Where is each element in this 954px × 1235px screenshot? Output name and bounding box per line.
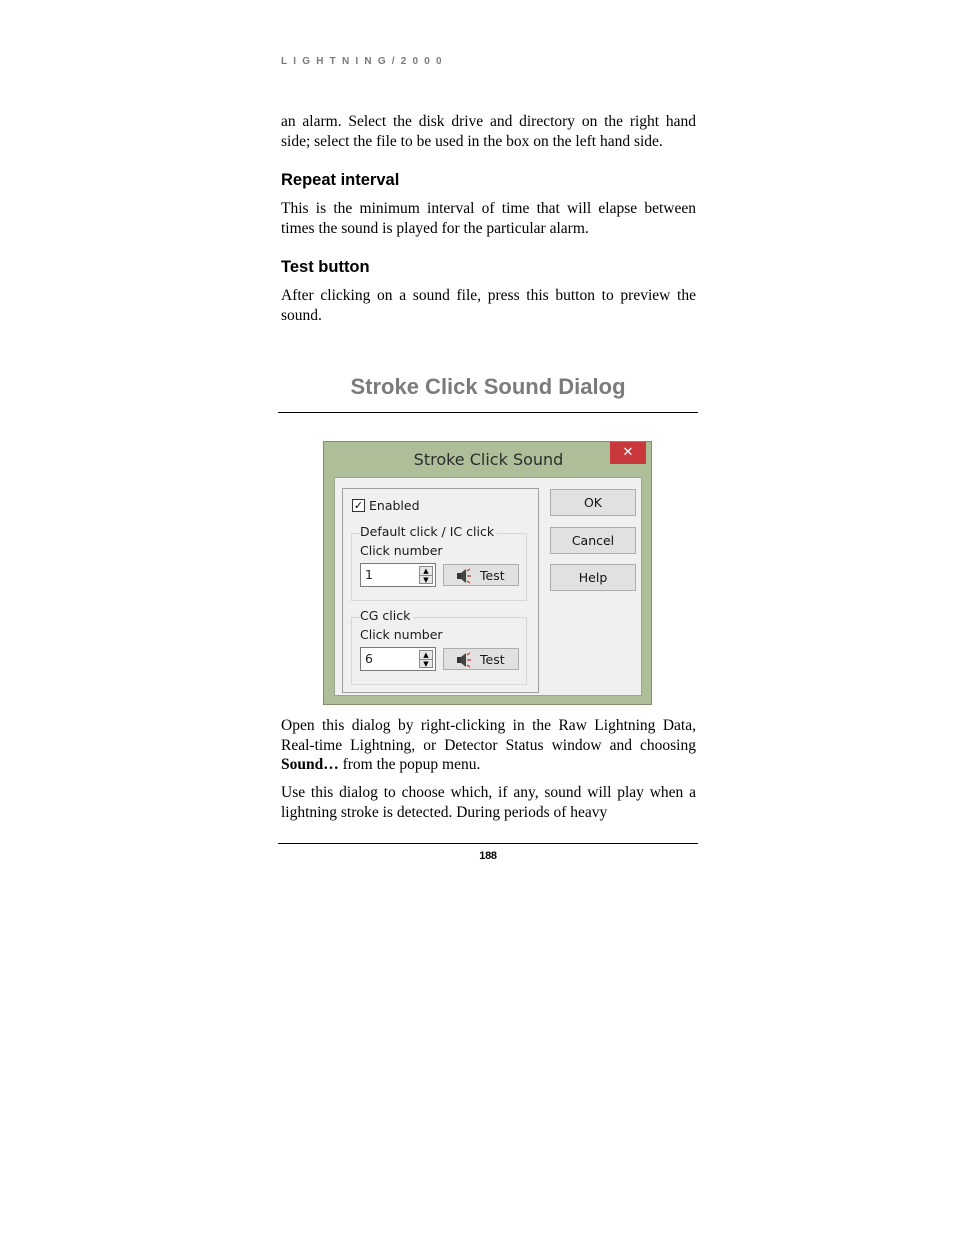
cg-click-number-value: 6 [365, 651, 373, 666]
cg-click-number-label: Click number [360, 627, 443, 642]
default-click-group-label: Default click / IC click [360, 524, 497, 539]
cg-test-label: Test [480, 652, 505, 667]
enabled-label: Enabled [369, 498, 420, 513]
footer-rule [278, 843, 698, 844]
dialog-client-area [334, 477, 642, 696]
dialog-title: Stroke Click Sound [413, 450, 564, 469]
spin-up-icon[interactable]: ▲ [423, 567, 429, 575]
cg-click-group-label: CG click [360, 608, 413, 623]
close-button[interactable] [610, 442, 646, 464]
use-dialog-paragraph: Use this dialog to choose which, if any, sound will play when a lightning stroke is detected. During periods of heavy [281, 784, 696, 821]
open-dialog-paragraph [281, 716, 696, 775]
open-text-post: from the popup menu. [338, 756, 481, 773]
test-button-heading: Test button [281, 258, 370, 276]
cancel-button[interactable]: Cancel [550, 527, 636, 554]
repeat-interval-paragraph: This is the minimum interval of time that will elapse between times the sound is played for the particular alarm. [281, 200, 696, 237]
cg-test-button[interactable] [443, 648, 519, 670]
open-text-pre: Open this dialog by right-clicking in the Raw Lightning Data, Real-time Lightning, or Detector Status window and choosing [281, 717, 696, 754]
speaker-icon [456, 652, 472, 668]
test-button-paragraph: After clicking on a sound file, press this button to preview the sound. [281, 287, 696, 324]
default-click-number-value: 1 [365, 567, 373, 582]
spin-up-icon[interactable]: ▲ [423, 651, 429, 659]
check-icon: ✓ [353, 499, 364, 512]
default-test-label: Test [480, 568, 505, 583]
stroke-click-sound-dialog [323, 441, 652, 705]
repeat-interval-heading: Repeat interval [281, 171, 400, 189]
help-button[interactable]: Help [550, 564, 636, 591]
running-head: LIGHTNING/2000 [281, 56, 448, 67]
default-click-number-label: Click number [360, 543, 443, 558]
cg-click-number-input[interactable] [360, 647, 436, 671]
spin-down-icon[interactable]: ▼ [420, 575, 432, 584]
ok-button[interactable]: OK [550, 489, 636, 516]
cg-click-number-spinner[interactable] [419, 650, 433, 668]
spin-down-icon[interactable]: ▼ [420, 659, 432, 668]
open-text-bold: Sound… [281, 756, 339, 773]
intro-paragraph: an alarm. Select the disk drive and directory on the right hand side; select the file to be used in the box on the left hand side. [281, 113, 696, 150]
enabled-group [342, 488, 539, 693]
enabled-checkbox[interactable] [352, 499, 365, 512]
default-click-number-spinner[interactable] [419, 566, 433, 584]
page-number: 188 [479, 850, 497, 862]
section-title: Stroke Click Sound Dialog [350, 374, 626, 399]
section-rule [278, 412, 698, 413]
default-test-button[interactable] [443, 564, 519, 586]
speaker-icon [456, 568, 472, 584]
default-click-number-input[interactable] [360, 563, 436, 587]
close-icon: ✕ [622, 445, 634, 460]
